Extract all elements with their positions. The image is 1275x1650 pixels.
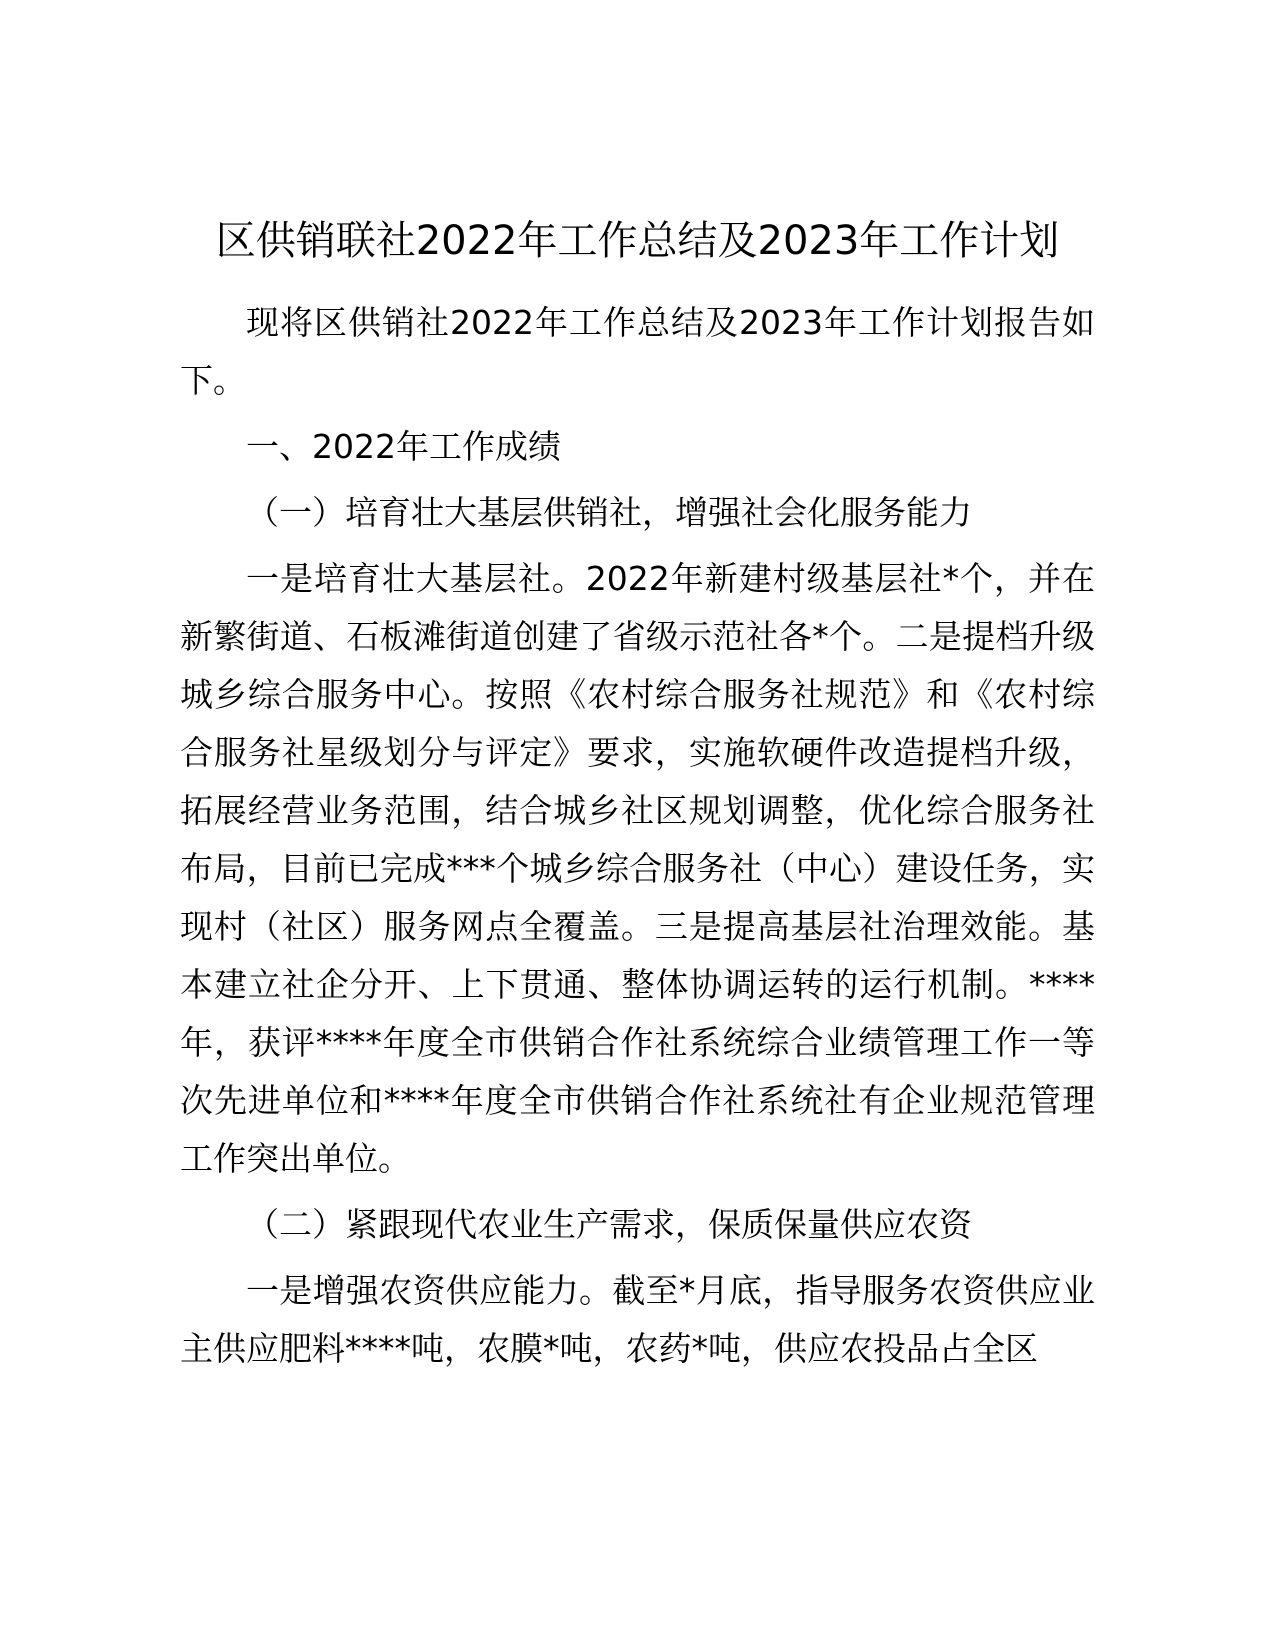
subsection-heading-1: （一）培育壮大基层供销社，增强社会化服务能力 (246, 493, 972, 532)
subsection-heading-2: （二）紧跟现代农业生产需求，保质保量供应农资 (246, 1205, 972, 1244)
intro-paragraph: 现将区供销社2022年工作总结及2023年工作计划报告如下。 (180, 303, 1095, 400)
document-title: 区供销联社2022年工作总结及2023年工作计划 (215, 218, 1060, 264)
body-paragraph-2: 一是增强农资供应能力。截至*月底，指导服务农资供应业主供应肥料****吨，农膜*吨，农药*吨，供应农投品占全区 (180, 1271, 1095, 1368)
section-heading-1: 一、2022年工作成绩 (246, 427, 561, 466)
document-page (180, 212, 1095, 1378)
body-paragraph-1: 一是培育壮大基层社。2022年新建村级基层社*个，并在新繁街道、石板滩街道创建了省级示范社各*个。二是提档升级城乡综合服务中心。按照《农村综合服务社规范》和《农村综合服务社星级划分与评定》要求，实施软硬件改造提档升级，拓展经营业务范围，结合城乡社区规划调整，优化综合服务社布局，目前已完成***个城乡综合服务社（中心）建设任务，实现村（社区）服务网点全覆盖。三是提高基层社治理效能。基本建立社企分开、上下贯通、整体协调运转的运行机制。****年，获评****年度全市供销合作社系统综合业绩管理工作一等次先进单位和****年度全市供销合作社系统社有企业规范管理工作突出单位。 (180, 559, 1095, 1178)
